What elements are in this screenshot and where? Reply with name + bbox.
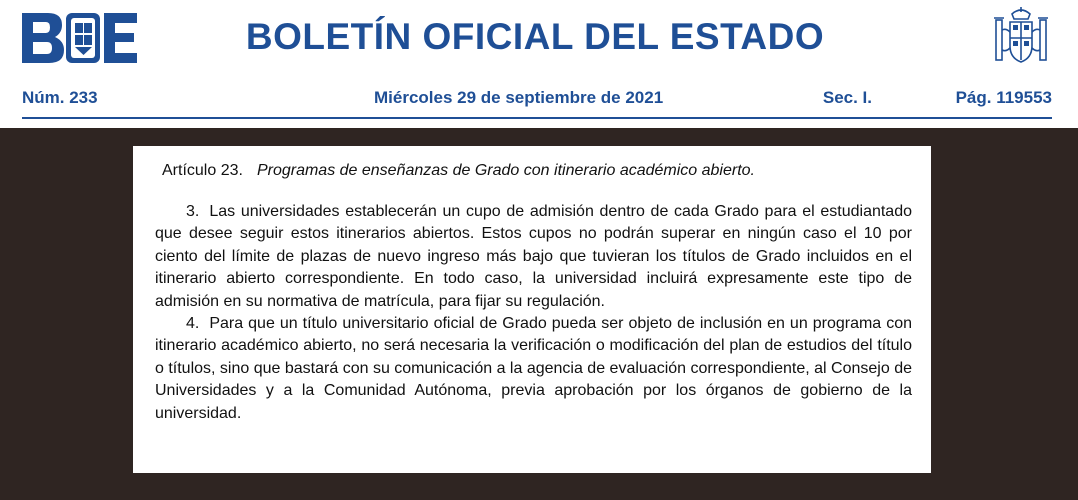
header-divider <box>22 117 1052 119</box>
coat-of-arms-icon <box>990 6 1052 68</box>
page-number: Pág. 119553 <box>955 88 1052 107</box>
page-header <box>0 0 1078 128</box>
paragraph <box>155 201 912 313</box>
paragraph-number: 4. <box>186 315 200 333</box>
document-excerpt <box>133 146 931 473</box>
article-label: Artículo 23. <box>162 162 243 179</box>
issue-date: Miércoles 29 de septiembre de 2021 <box>374 88 664 107</box>
issue-info-row <box>22 88 1052 110</box>
boe-logo <box>22 13 137 63</box>
paragraph-text: Las universidades establecerán un cupo de admisión dentro de cada Grado para el estudiantado que desee seguir estos itinerarios abiertos. Estos cupos no podrán superar en ningún caso el 10 por ciento del límite de plazas de nuevo ingreso más bajo que tuvieran los títulos de Grado incluidos en el itinerario abierto correspondiente. En todo caso, la universidad incluirá expresamente este tipo de admisión en su normativa de matrícula, para fijar su regulación. <box>155 203 912 310</box>
article-title: Programas de enseñanzas de Grado con itinerario académico abierto. <box>256 162 755 179</box>
paragraph <box>155 313 912 425</box>
section-label: Sec. I. <box>822 88 872 107</box>
issue-number: Núm. 233 <box>22 88 98 107</box>
paragraph-number: 3. <box>186 203 200 220</box>
page-title: BOLETÍN OFICIAL DEL ESTADO <box>245 16 825 57</box>
article-heading <box>162 162 755 180</box>
article-body <box>155 201 912 425</box>
paragraph-text: Para que un título universitario oficial de Grado pueda ser objeto de inclusión en un programa con itinerario académico abierto, no será necesaria la verificación o modificación del plan de estudios del título o títulos, sino que bastará con su comunicación a la agencia de evaluación correspondiente, al Consejo de Universidades y a la Comunidad Autónoma, previa aprobación por los órganos de gobierno de la universidad. <box>155 315 912 422</box>
